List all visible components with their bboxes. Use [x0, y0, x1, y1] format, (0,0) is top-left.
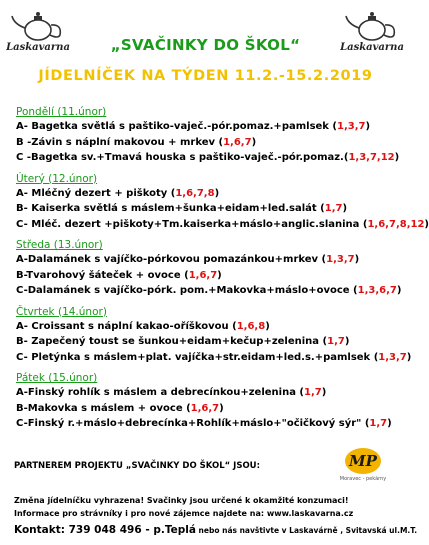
allergen-codes: 1,7 [304, 387, 322, 398]
menu-item-end: ) [394, 152, 400, 163]
footer-contact [14, 524, 418, 536]
mp-logo-badge: MP [345, 448, 381, 474]
allergen-codes: 1,3,7 [337, 121, 366, 132]
day-block [16, 105, 408, 166]
menu-item-end: ) [321, 387, 327, 398]
allergen-codes: 1,3,7 [378, 351, 407, 363]
menu-item [16, 135, 408, 151]
menu-item-end: ) [424, 218, 429, 230]
menu-item [16, 385, 408, 401]
menu-item [16, 319, 408, 335]
footer-info: Informace pro strávníky i pro nové zájemce najdete na: www.laskavarna.cz [14, 509, 354, 518]
allergen-codes: 1,6,8 [236, 320, 266, 332]
menu-item-end: ) [251, 136, 257, 148]
weekly-menu [16, 105, 429, 438]
menu-item-end: ) [365, 121, 371, 132]
menu-item-text: A- Bagetka světlá s paštiko-vaječ.-pór.pomaz.+pamlsek ( [16, 121, 338, 132]
menu-item-end: ) [265, 320, 270, 332]
partner-text: PARTNEREM PROJEKTU „SVAČINKY DO ŠKOL“ JSOU: [14, 461, 260, 471]
menu-item-text: B- Zapečený toust se šunkou+eidam+kečup+zelenina ( [16, 336, 328, 347]
menu-item [16, 201, 408, 217]
allergen-codes: 1,6,7 [190, 402, 220, 414]
menu-item-text: C -Bagetka sv.+Tmavá houska s paštiko-vaječ.-pór.pomaz.( [16, 152, 349, 163]
menu-item [16, 119, 408, 135]
menu-item-text: B- Kaiserka světlá s máslem+šunka+eidam+led.salát ( [16, 203, 325, 214]
allergen-codes: 1,6,7,8,12 [367, 218, 425, 230]
contact-phone: Kontakt: 739 048 496 - p.Teplá [14, 524, 196, 536]
allergen-codes: 1,3,7,12 [348, 152, 395, 163]
allergen-codes: 1,6,7 [223, 136, 252, 148]
menu-item-text: B-Makovka s máslem + ovoce ( [16, 402, 191, 414]
day-heading: Pátek (15.únor) [16, 372, 98, 384]
day-heading: Pondělí (11.únor) [16, 106, 107, 118]
menu-item-text: A-Dalamánek s vajíčko-pórkovou pomazánkou+mrkev ( [16, 254, 327, 265]
menu-item-end: ) [344, 336, 350, 347]
menu-item [16, 401, 408, 417]
day-heading: Středa (13.únor) [16, 239, 103, 251]
contact-address: nebo nás navštivte v Laskavárně , Svitavská ul.M.T. [195, 526, 418, 535]
menu-item-end: ) [354, 254, 360, 265]
menu-item-end: ) [387, 418, 392, 429]
menu-item-text: A- Mléčný dezert + piškoty ( [16, 187, 176, 199]
menu-item-end: ) [214, 187, 220, 199]
day-block [16, 305, 412, 366]
menu-item [16, 350, 412, 366]
menu-item-end: ) [406, 351, 412, 363]
menu-item-text: A-Finský rohlík s máslem a debrecínkou+zelenina ( [16, 387, 304, 398]
footer-notice: Změna jídelníčku vyhrazena! Svačinky jsou určené k okamžité konzumaci! [14, 496, 349, 505]
day-block [16, 238, 408, 299]
allergen-codes: 1,3,6,7 [357, 285, 397, 296]
menu-item [16, 268, 408, 284]
menu-item [16, 283, 408, 299]
allergen-codes: 1,7 [369, 418, 388, 429]
menu-item-text: C-Finský r.+máslo+debrecínka+Rohlík+máslo+"očičkový sýr" ( [16, 418, 370, 429]
menu-item-end: ) [396, 285, 402, 296]
menu-item [16, 150, 408, 166]
day-block [16, 172, 429, 233]
page-subtitle: JÍDELNÍČEK NA TÝDEN 11.2.-15.2.2019 [38, 68, 373, 84]
brand-name: Laskavarna [6, 42, 70, 53]
day-heading: Čtvrtek (14.únor) [16, 305, 107, 318]
page-title: „SVAČINKY DO ŠKOL“ [110, 36, 301, 54]
menu-item-text: B -Závin s náplní makovou + mrkev ( [16, 136, 224, 148]
allergen-codes: 1,6,7,8 [175, 187, 215, 199]
menu-item [16, 252, 408, 268]
menu-item [16, 334, 408, 350]
menu-item [16, 416, 408, 432]
brand-name: Laskavarna [340, 42, 404, 53]
menu-item-text: C- Pletýnka s máslem+plat. vajíčka+str.eidam+led.s.+pamlsek ( [16, 351, 379, 363]
menu-item-text: C-Dalamánek s vajíčko-pórk. pom.+Makovka+máslo+ovoce ( [16, 285, 358, 296]
allergen-codes: 1,3,7 [326, 254, 355, 265]
allergen-codes: 1,6,7 [188, 269, 218, 281]
menu-item-text: A- Croissant s náplní kakao-oříškovou ( [16, 320, 237, 332]
allergen-codes: 1,7 [327, 336, 345, 347]
menu-item-end: ) [219, 402, 224, 414]
menu-item-text: B-Tvarohový šáteček + ovoce ( [16, 269, 189, 281]
menu-item [16, 217, 429, 233]
day-block [16, 371, 408, 432]
menu-item [16, 186, 408, 202]
allergen-codes: 1,7 [324, 203, 343, 214]
mp-partner-logo [338, 448, 388, 498]
menu-item-end: ) [217, 269, 222, 281]
menu-item-end: ) [342, 203, 348, 214]
mp-logo-caption: Moravec - pekárny [339, 476, 387, 482]
menu-item-text: C- Mléč. dezert +piškoty+Tm.kaiserka+máslo+anglic.slanina ( [16, 218, 368, 230]
day-heading: Úterý (12.únor) [16, 172, 98, 185]
